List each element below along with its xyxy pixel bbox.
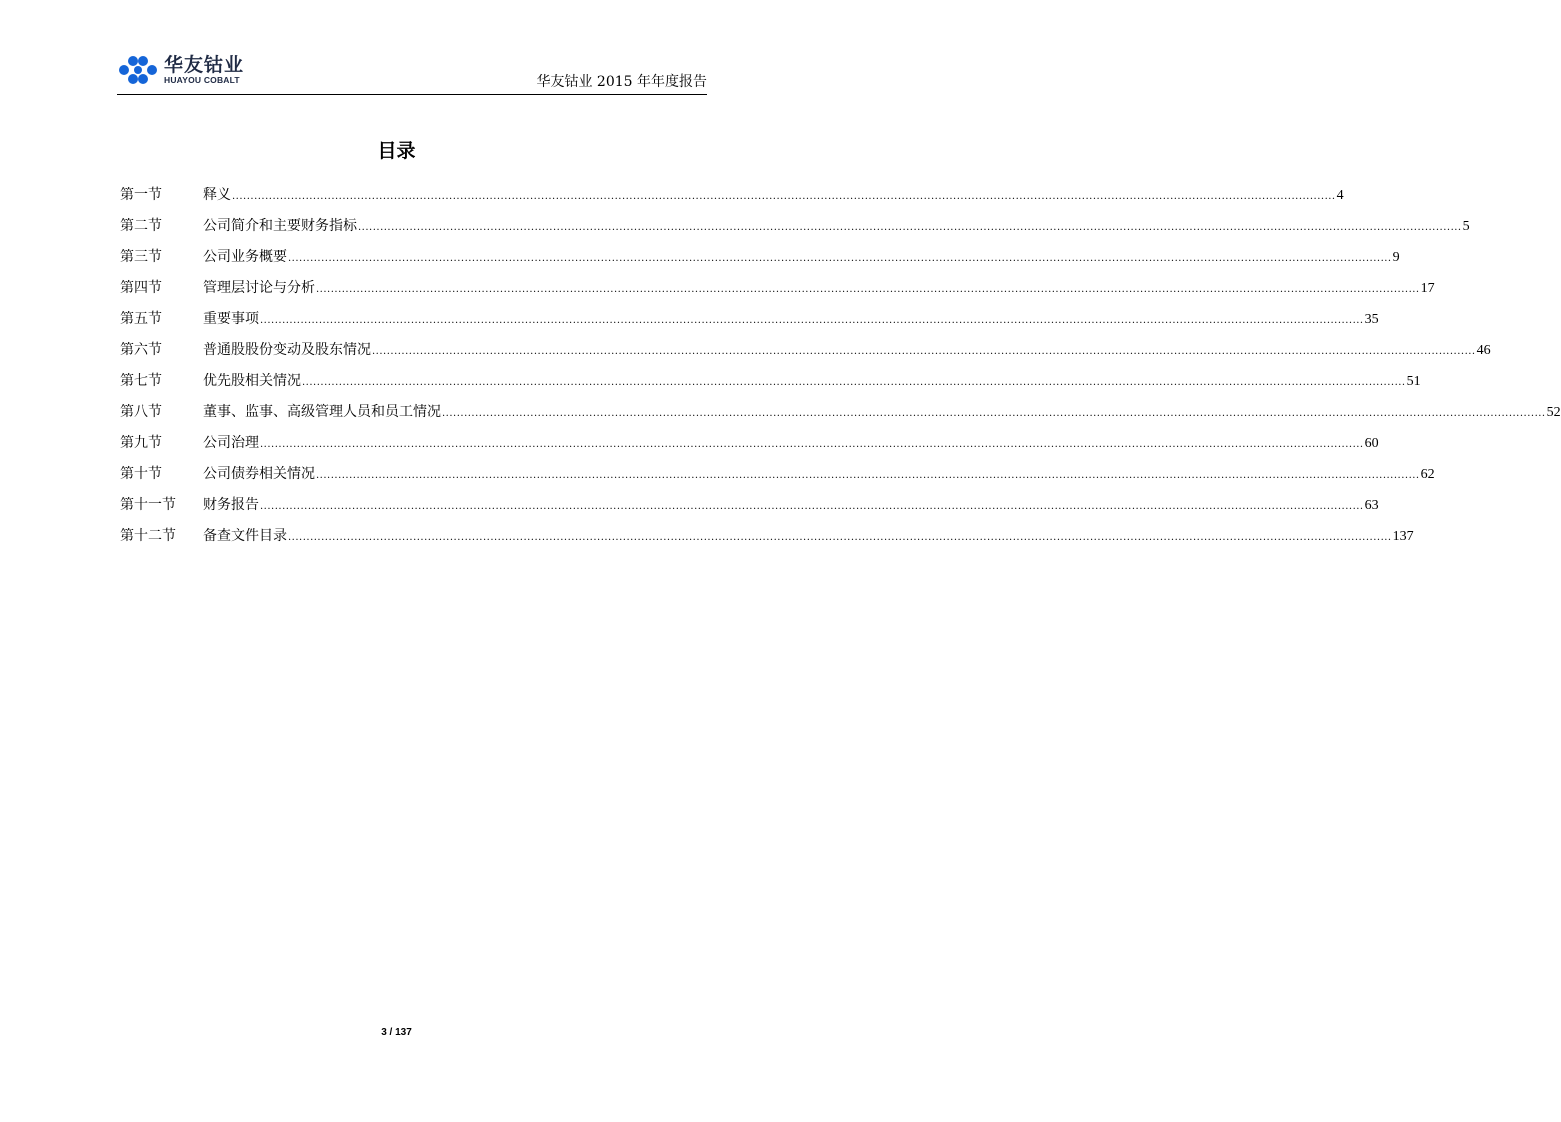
toc-page-number: 63 (1364, 498, 1379, 513)
company-logo (117, 52, 244, 88)
toc-page-number: 5 (1462, 219, 1470, 234)
toc-entry[interactable] (120, 247, 1400, 278)
toc-section-number: 第十一节 (120, 497, 176, 513)
toc-page-number: 137 (1392, 529, 1414, 544)
toc-leader-dots: ............................................................................................................................................................................................................................................................................................................ (288, 253, 1392, 264)
toc-page-number: 52 (1546, 405, 1561, 420)
report-title: 华友钴业 2015 年年度报告 (536, 74, 707, 90)
toc-section-title: 优先股相关情况 (203, 373, 301, 389)
toc-section-number: 第十二节 (120, 528, 176, 544)
toc-leader-dots: ............................................................................................................................................................................................................................................................................................................ (302, 377, 1406, 388)
toc-section-title: 普通股股份变动及股东情况 (203, 342, 371, 358)
toc-section-number: 第一节 (120, 187, 162, 203)
toc-section-title: 重要事项 (203, 311, 259, 327)
toc-entry[interactable] (120, 526, 1414, 557)
toc-entry[interactable] (120, 185, 1344, 216)
toc-page-number: 62 (1420, 467, 1435, 482)
toc-leader-dots: ............................................................................................................................................................................................................................................................................................................ (316, 470, 1420, 481)
toc-entry[interactable] (120, 402, 1561, 433)
toc-leader-dots: ............................................................................................................................................................................................................................................................................................................ (232, 191, 1336, 202)
toc-entry[interactable] (120, 216, 1470, 247)
toc-section-title: 公司业务概要 (203, 249, 287, 265)
toc-section-number: 第九节 (120, 435, 162, 451)
toc-page-number: 35 (1364, 312, 1379, 327)
toc-section-number: 第六节 (120, 342, 162, 358)
toc-section-title: 管理层讨论与分析 (203, 280, 315, 296)
toc-entry[interactable] (120, 340, 1491, 371)
toc-page-number: 51 (1406, 374, 1421, 389)
toc-section-title: 公司债券相关情况 (203, 466, 315, 482)
toc-leader-dots: ............................................................................................................................................................................................................................................................................................................ (358, 222, 1462, 233)
toc-section-title: 董事、监事、高级管理人员和员工情况 (203, 404, 441, 420)
toc-page-number: 9 (1392, 250, 1400, 265)
toc-leader-dots: ............................................................................................................................................................................................................................................................................................................ (260, 439, 1364, 450)
toc-section-number: 第十节 (120, 466, 162, 482)
toc-section-title: 备查文件目录 (203, 528, 287, 544)
logo-mark-icon (117, 54, 159, 86)
toc-entry[interactable] (120, 309, 1379, 340)
toc-title: 目录 (377, 140, 416, 162)
toc-leader-dots: ............................................................................................................................................................................................................................................................................................................ (442, 408, 1546, 419)
toc-section-number: 第二节 (120, 218, 162, 234)
toc-leader-dots: ............................................................................................................................................................................................................................................................................................................ (288, 532, 1392, 543)
toc-entry[interactable] (120, 371, 1421, 402)
toc-section-number: 第三节 (120, 249, 162, 265)
table-of-contents (120, 185, 1561, 557)
toc-section-number: 第八节 (120, 404, 162, 420)
toc-entry[interactable] (120, 495, 1379, 526)
toc-page-number: 17 (1420, 281, 1435, 296)
logo-chinese-name: 华友钴业 (164, 54, 245, 76)
toc-section-title: 财务报告 (203, 497, 259, 513)
page-header (117, 48, 707, 95)
toc-section-number: 第五节 (120, 311, 162, 327)
toc-section-number: 第四节 (120, 280, 162, 296)
page-footer-indicator: 3 / 137 (381, 1027, 412, 1038)
toc-page-number: 60 (1364, 436, 1379, 451)
logo-english-name: HUAYOU COBALT (164, 75, 240, 85)
toc-entry[interactable] (120, 278, 1435, 309)
toc-leader-dots: ............................................................................................................................................................................................................................................................................................................ (260, 315, 1364, 326)
toc-entry[interactable] (120, 464, 1435, 495)
toc-leader-dots: ............................................................................................................................................................................................................................................................................................................ (372, 346, 1476, 357)
toc-leader-dots: ............................................................................................................................................................................................................................................................................................................ (260, 501, 1364, 512)
toc-section-number: 第七节 (120, 373, 162, 389)
toc-leader-dots: ............................................................................................................................................................................................................................................................................................................ (316, 284, 1420, 295)
toc-entry[interactable] (120, 433, 1379, 464)
toc-section-title: 公司简介和主要财务指标 (203, 218, 357, 234)
toc-page-number: 46 (1476, 343, 1491, 358)
toc-page-number: 4 (1336, 188, 1344, 203)
toc-section-title: 公司治理 (203, 435, 259, 451)
toc-section-title: 释义 (203, 187, 231, 203)
